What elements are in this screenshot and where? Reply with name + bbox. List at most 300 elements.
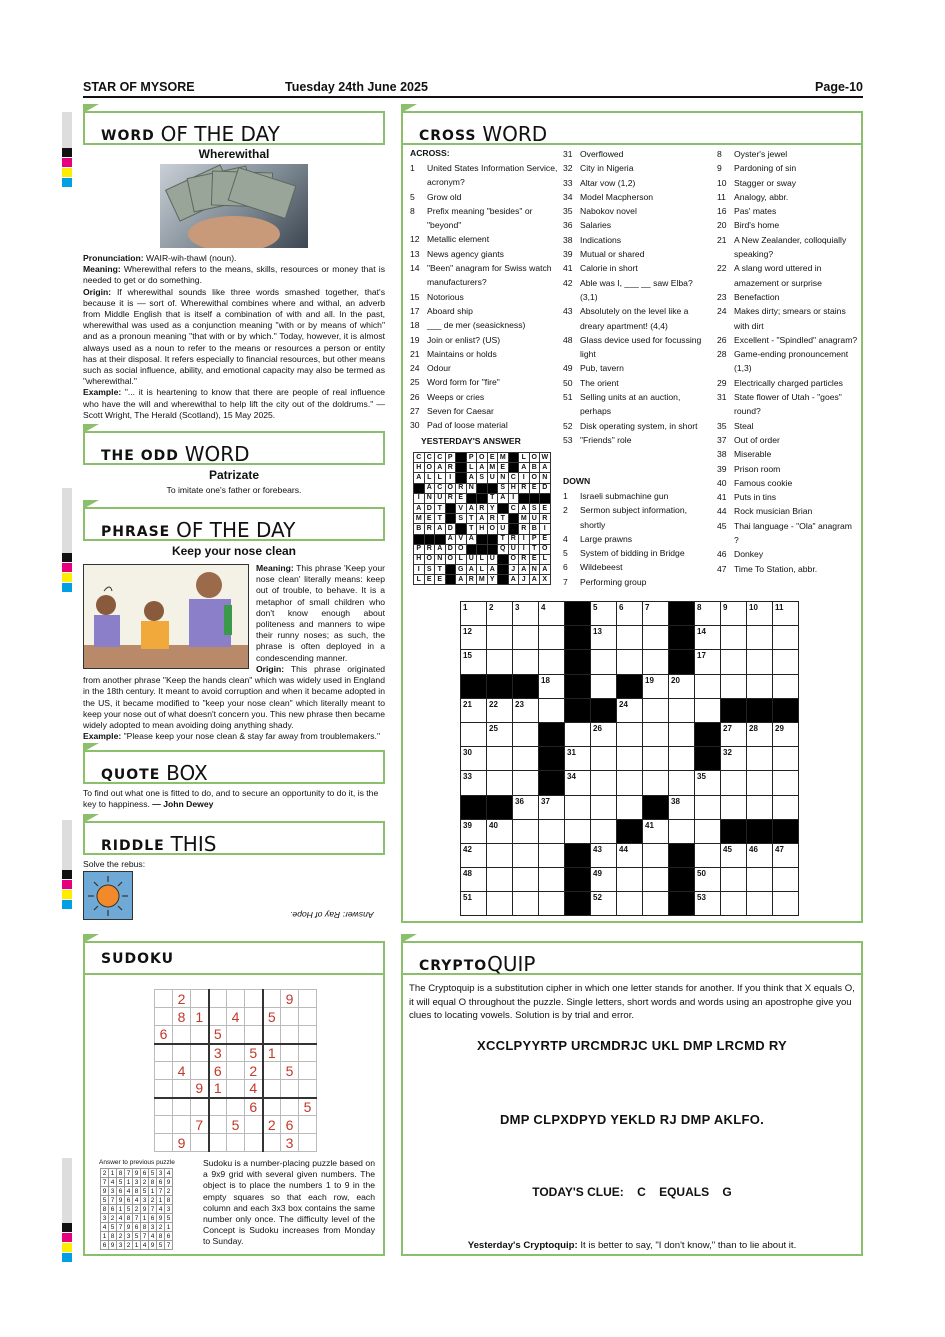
prev-sudoku-cell: 6 xyxy=(125,1196,133,1205)
crossword-cell[interactable] xyxy=(565,892,591,916)
answer-cell xyxy=(498,554,509,564)
answer-cell: A xyxy=(456,575,467,585)
answer-cell: U xyxy=(487,473,498,483)
crossword-cell[interactable]: 6 xyxy=(617,602,643,626)
sudoku-cell[interactable] xyxy=(209,1116,227,1134)
clue-item: 51 Selling units at an auction, perhaps xyxy=(563,392,681,417)
crossword-cell[interactable] xyxy=(773,771,799,795)
crossword-cell[interactable] xyxy=(461,674,487,698)
crossword-cell[interactable] xyxy=(513,747,539,771)
crossword-cell[interactable]: 17 xyxy=(695,650,721,674)
crossword-cell[interactable] xyxy=(747,771,773,795)
crossword-cell[interactable] xyxy=(513,722,539,746)
crossword-cell[interactable] xyxy=(487,674,513,698)
sudoku-cell[interactable]: 3 xyxy=(209,1044,227,1062)
sudoku-cell[interactable] xyxy=(299,1080,317,1098)
crossword-cell[interactable]: 18 xyxy=(539,674,565,698)
crossword-cell[interactable] xyxy=(487,795,513,819)
crossword-cell[interactable] xyxy=(695,674,721,698)
crossword-cell[interactable]: 30 xyxy=(461,747,487,771)
sudoku-cell[interactable] xyxy=(155,1008,173,1026)
prev-sudoku-cell: 5 xyxy=(133,1232,141,1241)
sudoku-cell[interactable]: 9 xyxy=(191,1080,209,1098)
crossword-cell[interactable]: 41 xyxy=(643,819,669,843)
sudoku-cell[interactable] xyxy=(281,1098,299,1116)
crossword-cell[interactable]: 23 xyxy=(513,698,539,722)
sudoku-cell[interactable] xyxy=(155,1116,173,1134)
sudoku-cell[interactable] xyxy=(191,1062,209,1080)
sudoku-cell[interactable] xyxy=(227,1062,245,1080)
crossword-cell[interactable] xyxy=(721,650,747,674)
sudoku-cell[interactable] xyxy=(299,1044,317,1062)
crossword-cell[interactable]: 9 xyxy=(721,602,747,626)
crossword-cell[interactable] xyxy=(747,650,773,674)
sudoku-cell[interactable]: 1 xyxy=(209,1080,227,1098)
crossword-cell[interactable] xyxy=(461,795,487,819)
crossword-cell[interactable]: 39 xyxy=(461,819,487,843)
crossword-cell[interactable]: 37 xyxy=(539,795,565,819)
crossword-cell[interactable] xyxy=(539,819,565,843)
crossword-cell[interactable] xyxy=(539,843,565,867)
crossword-cell[interactable] xyxy=(565,650,591,674)
crossword-cell[interactable]: 38 xyxy=(669,795,695,819)
answer-cell: G xyxy=(456,565,467,575)
crossword-cell[interactable] xyxy=(721,674,747,698)
sudoku-cell[interactable]: 5 xyxy=(263,1008,281,1026)
sudoku-cell[interactable] xyxy=(155,1098,173,1116)
sudoku-cell[interactable] xyxy=(173,1098,191,1116)
crossword-cell[interactable] xyxy=(617,795,643,819)
crossword-cell[interactable] xyxy=(695,819,721,843)
sudoku-cell[interactable] xyxy=(227,1044,245,1062)
answer-cell: L xyxy=(519,453,530,463)
crossword-cell[interactable] xyxy=(539,650,565,674)
sudoku-cell[interactable] xyxy=(263,1098,281,1116)
sudoku-cell[interactable]: 4 xyxy=(173,1062,191,1080)
answer-cell: D xyxy=(540,483,551,493)
crossword-cell[interactable]: 22 xyxy=(487,698,513,722)
crossword-cell[interactable] xyxy=(487,626,513,650)
crossword-cell[interactable] xyxy=(565,843,591,867)
masthead xyxy=(83,78,863,98)
crossword-cell[interactable] xyxy=(747,819,773,843)
crossword-cell[interactable] xyxy=(643,795,669,819)
crossword-cell[interactable] xyxy=(617,771,643,795)
crossword-cell[interactable] xyxy=(721,771,747,795)
answer-cell: A xyxy=(487,565,498,575)
sudoku-cell[interactable] xyxy=(245,1116,263,1134)
crossword-cell[interactable] xyxy=(565,674,591,698)
crossword-cell[interactable] xyxy=(591,819,617,843)
crossword-cell[interactable] xyxy=(513,626,539,650)
crossword-cell[interactable] xyxy=(617,747,643,771)
crossword-cell[interactable] xyxy=(669,602,695,626)
crossword-cell[interactable] xyxy=(591,795,617,819)
sudoku-cell[interactable] xyxy=(155,990,173,1008)
sudoku-cell[interactable]: 7 xyxy=(191,1116,209,1134)
crossword-cell[interactable]: 35 xyxy=(695,771,721,795)
crossword-cell[interactable]: 13 xyxy=(591,626,617,650)
crossword-cell[interactable]: 1 xyxy=(461,602,487,626)
clue-item: 22 A slang word uttered in amazement or surprise xyxy=(717,263,822,288)
crossword-cell[interactable] xyxy=(773,698,799,722)
crossword-cell[interactable] xyxy=(643,868,669,892)
crossword-cell[interactable] xyxy=(617,892,643,916)
sudoku-cell[interactable] xyxy=(155,1044,173,1062)
sudoku-cell[interactable] xyxy=(245,1026,263,1044)
crossword-cell[interactable] xyxy=(565,819,591,843)
sudoku-cell[interactable] xyxy=(263,1134,281,1152)
sudoku-cell[interactable] xyxy=(245,1008,263,1026)
crossword-cell[interactable] xyxy=(695,843,721,867)
crossword-cell[interactable] xyxy=(513,650,539,674)
sudoku-cell[interactable] xyxy=(209,1008,227,1026)
crossword-cell[interactable] xyxy=(747,747,773,771)
crossword-cell[interactable] xyxy=(773,892,799,916)
crossword-cell[interactable]: 5 xyxy=(591,602,617,626)
sudoku-cell[interactable] xyxy=(191,990,209,1008)
prev-sudoku-cell: 6 xyxy=(101,1241,109,1250)
crossword-cell[interactable] xyxy=(669,892,695,916)
crossword-cell[interactable] xyxy=(643,843,669,867)
sudoku-cell[interactable] xyxy=(209,990,227,1008)
sudoku-cell[interactable]: 9 xyxy=(281,990,299,1008)
crossword-cell[interactable] xyxy=(773,674,799,698)
crossword-cell[interactable] xyxy=(747,674,773,698)
answer-cell: T xyxy=(466,514,477,524)
sudoku-cell[interactable]: 9 xyxy=(173,1134,191,1152)
crossword-cell[interactable]: 14 xyxy=(695,626,721,650)
sudoku-cell[interactable] xyxy=(281,1080,299,1098)
sudoku-cell[interactable]: 3 xyxy=(281,1134,299,1152)
crossword-cell[interactable] xyxy=(747,892,773,916)
sudoku-cell[interactable]: 5 xyxy=(281,1062,299,1080)
sudoku-cell[interactable] xyxy=(173,1080,191,1098)
crossword-cell[interactable] xyxy=(565,626,591,650)
sudoku-cell[interactable] xyxy=(173,1044,191,1062)
clue-item: 24 Makes dirty; smears or stains with dirt xyxy=(717,306,846,331)
riddle-answer: Answer: Ray of Hope. xyxy=(290,910,374,920)
crossword-cell[interactable]: 21 xyxy=(461,698,487,722)
crossword-cell[interactable] xyxy=(773,747,799,771)
word-of-day-header: WORD OF THE DAY xyxy=(83,111,385,145)
sudoku-cell[interactable] xyxy=(281,1044,299,1062)
crossword-cell[interactable] xyxy=(773,795,799,819)
sudoku-cell[interactable]: 2 xyxy=(173,990,191,1008)
answer-cell: L xyxy=(477,554,488,564)
crossword-cell[interactable] xyxy=(565,868,591,892)
crossword-cell[interactable] xyxy=(669,722,695,746)
sudoku-cell[interactable]: 4 xyxy=(245,1080,263,1098)
prev-sudoku-cell: 2 xyxy=(165,1187,173,1196)
crossword-cell[interactable] xyxy=(487,843,513,867)
sudoku-cell[interactable]: 1 xyxy=(263,1044,281,1062)
sudoku-cell[interactable] xyxy=(263,990,281,1008)
crossword-cell[interactable]: 19 xyxy=(643,674,669,698)
crossword-cell[interactable]: 45 xyxy=(721,843,747,867)
crossword-cell[interactable] xyxy=(643,626,669,650)
crossword-cell[interactable] xyxy=(695,795,721,819)
crossword-cell[interactable] xyxy=(721,868,747,892)
prev-sudoku-cell: 9 xyxy=(157,1214,165,1223)
crossword-cell[interactable] xyxy=(513,771,539,795)
crossword-cell[interactable] xyxy=(539,868,565,892)
sudoku-cell[interactable]: 4 xyxy=(227,1008,245,1026)
crossword-cell[interactable] xyxy=(591,698,617,722)
clue-item: 15 Notorious xyxy=(410,291,464,302)
answer-cell xyxy=(508,463,519,473)
crossword-cell[interactable] xyxy=(695,747,721,771)
crossword-cell[interactable] xyxy=(773,650,799,674)
crossword-cell[interactable] xyxy=(747,626,773,650)
sudoku-cell[interactable] xyxy=(191,1098,209,1116)
crossword-cell[interactable] xyxy=(513,892,539,916)
sudoku-cell[interactable] xyxy=(227,1026,245,1044)
answer-cell: C xyxy=(508,503,519,513)
crossword-cell[interactable] xyxy=(513,674,539,698)
clue-item: 14 "Been" anagram for Swiss watch manufacturers? xyxy=(410,263,552,288)
crossword-cell[interactable] xyxy=(721,626,747,650)
crossword-cell[interactable]: 44 xyxy=(617,843,643,867)
sudoku-cell[interactable]: 2 xyxy=(245,1062,263,1080)
crossword-cell[interactable]: 43 xyxy=(591,843,617,867)
crossword-cell[interactable]: 31 xyxy=(565,747,591,771)
crossword-cell[interactable]: 10 xyxy=(747,602,773,626)
sudoku-cell[interactable] xyxy=(263,1026,281,1044)
crossword-cell[interactable]: 4 xyxy=(539,602,565,626)
sudoku-cell[interactable] xyxy=(155,1080,173,1098)
crossword-cell[interactable]: 32 xyxy=(721,747,747,771)
crossword-cell[interactable] xyxy=(721,892,747,916)
crossword-cell[interactable]: 33 xyxy=(461,771,487,795)
prev-sudoku-cell: 1 xyxy=(101,1232,109,1241)
prev-sudoku-cell: 5 xyxy=(101,1196,109,1205)
crossword-cell[interactable] xyxy=(487,747,513,771)
crossword-cell[interactable] xyxy=(513,868,539,892)
crossword-cell[interactable]: 26 xyxy=(591,722,617,746)
crossword-cell[interactable] xyxy=(773,626,799,650)
crossword-cell[interactable] xyxy=(539,892,565,916)
sudoku-cell[interactable] xyxy=(227,1098,245,1116)
crossword-cell[interactable] xyxy=(773,868,799,892)
crossword-cell[interactable]: 7 xyxy=(643,602,669,626)
sudoku-cell[interactable] xyxy=(299,1008,317,1026)
cipher-line-2: DMP CLPXDPYD YEKLD RJ DMP AKLFO. xyxy=(499,1112,765,1127)
sudoku-cell[interactable] xyxy=(299,1116,317,1134)
crossword-cell[interactable] xyxy=(487,771,513,795)
crossword-cell[interactable] xyxy=(539,698,565,722)
crossword-cell[interactable] xyxy=(747,868,773,892)
crossword-cell[interactable] xyxy=(773,819,799,843)
sudoku-cell[interactable] xyxy=(209,1098,227,1116)
crossword-cell[interactable] xyxy=(617,819,643,843)
crossword-cell[interactable]: 42 xyxy=(461,843,487,867)
sudoku-cell[interactable]: 6 xyxy=(209,1062,227,1080)
crossword-cell[interactable] xyxy=(617,868,643,892)
crossword-cell[interactable] xyxy=(669,819,695,843)
answer-cell xyxy=(508,524,519,534)
crossword-cell[interactable] xyxy=(669,626,695,650)
crossword-cell[interactable] xyxy=(565,698,591,722)
sudoku-cell[interactable] xyxy=(227,1134,245,1152)
crossword-cell[interactable] xyxy=(669,868,695,892)
crossword-cell[interactable] xyxy=(539,747,565,771)
crossword-cell[interactable] xyxy=(539,722,565,746)
crossword-cell[interactable]: 29 xyxy=(773,722,799,746)
crossword-cell[interactable] xyxy=(539,626,565,650)
sudoku-cell[interactable] xyxy=(299,1026,317,1044)
crossword-cell[interactable] xyxy=(721,795,747,819)
crossword-cell[interactable] xyxy=(617,626,643,650)
crossword-cell[interactable]: 2 xyxy=(487,602,513,626)
crossword-cell[interactable]: 50 xyxy=(695,868,721,892)
clue-item: 1 Israeli submachine gun xyxy=(563,491,669,501)
crossword-cell[interactable]: 27 xyxy=(721,722,747,746)
sudoku-cell[interactable]: 6 xyxy=(155,1026,173,1044)
sudoku-cell[interactable] xyxy=(299,990,317,1008)
crossword-cell[interactable] xyxy=(669,843,695,867)
prev-sudoku-cell: 9 xyxy=(149,1241,157,1250)
sudoku-cell[interactable]: 1 xyxy=(191,1008,209,1026)
crossword-cell[interactable]: 25 xyxy=(487,722,513,746)
crossword-cell[interactable] xyxy=(617,674,643,698)
prev-sudoku-cell: 5 xyxy=(125,1205,133,1214)
crossword-cell[interactable]: 24 xyxy=(617,698,643,722)
crossword-cell[interactable] xyxy=(643,650,669,674)
sudoku-cell[interactable] xyxy=(263,1062,281,1080)
sudoku-cell[interactable] xyxy=(299,1134,317,1152)
sudoku-cell[interactable] xyxy=(245,1134,263,1152)
sudoku-cell[interactable] xyxy=(191,1044,209,1062)
sudoku-cell[interactable]: 5 xyxy=(245,1044,263,1062)
crossword-cell[interactable] xyxy=(747,795,773,819)
answer-cell: S xyxy=(477,473,488,483)
sudoku-cell[interactable]: 2 xyxy=(263,1116,281,1134)
answer-cell: A xyxy=(466,534,477,544)
prev-sudoku-cell: 7 xyxy=(149,1205,157,1214)
crossword-cell[interactable] xyxy=(747,698,773,722)
crossword-cell[interactable] xyxy=(643,747,669,771)
crossword-cell[interactable]: 53 xyxy=(695,892,721,916)
prev-sudoku-cell: 7 xyxy=(109,1196,117,1205)
sudoku-cell[interactable] xyxy=(155,1134,173,1152)
sudoku-cell[interactable] xyxy=(281,1008,299,1026)
sudoku-cell[interactable] xyxy=(173,1026,191,1044)
sudoku-cell[interactable] xyxy=(281,1026,299,1044)
crossword-cell[interactable] xyxy=(539,771,565,795)
sudoku-cell[interactable] xyxy=(245,990,263,1008)
crossword-cell[interactable] xyxy=(669,698,695,722)
crossword-cell[interactable]: 46 xyxy=(747,843,773,867)
sudoku-cell[interactable] xyxy=(191,1026,209,1044)
crossword-cell[interactable] xyxy=(565,795,591,819)
crossword-cell[interactable]: 36 xyxy=(513,795,539,819)
sudoku-cell[interactable] xyxy=(227,1080,245,1098)
crossword-cell[interactable]: 40 xyxy=(487,819,513,843)
crossword-cell[interactable] xyxy=(669,650,695,674)
crossword-cell[interactable]: 3 xyxy=(513,602,539,626)
sudoku-cell[interactable]: 6 xyxy=(281,1116,299,1134)
crossword-cell[interactable] xyxy=(591,674,617,698)
sudoku-cell[interactable]: 5 xyxy=(227,1116,245,1134)
sudoku-cell[interactable] xyxy=(173,1116,191,1134)
prev-sudoku-cell: 4 xyxy=(141,1241,149,1250)
crossword-cell[interactable]: 28 xyxy=(747,722,773,746)
crossword-cell[interactable] xyxy=(617,722,643,746)
crossword-cell[interactable]: 8 xyxy=(695,602,721,626)
crossword-cell[interactable] xyxy=(565,722,591,746)
prev-sudoku-cell: 7 xyxy=(157,1187,165,1196)
crossword-cell[interactable]: 11 xyxy=(773,602,799,626)
crossword-cell[interactable]: 34 xyxy=(565,771,591,795)
answer-cell: E xyxy=(424,575,435,585)
phrase-example: Example: "Please keep your nose clean & stay far away from troublemakers." xyxy=(83,731,381,741)
crossword-cell[interactable] xyxy=(487,650,513,674)
crossword-cell[interactable] xyxy=(643,892,669,916)
clue-item: 7 Performing group xyxy=(563,576,647,587)
crossword-cell[interactable]: 51 xyxy=(461,892,487,916)
crossword-cell[interactable] xyxy=(669,747,695,771)
answer-cell: O xyxy=(487,524,498,534)
sudoku-cell[interactable] xyxy=(209,1134,227,1152)
prev-sudoku-cell: 7 xyxy=(117,1223,125,1232)
crossword-cell[interactable] xyxy=(695,722,721,746)
crossword-cell[interactable] xyxy=(591,747,617,771)
crossword-cell[interactable]: 48 xyxy=(461,868,487,892)
answer-cell: H xyxy=(477,524,488,534)
answer-cell: L xyxy=(424,473,435,483)
crossword-cell[interactable] xyxy=(461,722,487,746)
crossword-cell[interactable] xyxy=(565,602,591,626)
sudoku-cell[interactable] xyxy=(155,1062,173,1080)
crossword-cell[interactable]: 49 xyxy=(591,868,617,892)
answer-cell: A xyxy=(477,463,488,473)
crossword-cell[interactable] xyxy=(643,771,669,795)
crossword-cell[interactable] xyxy=(695,698,721,722)
crossword-cell[interactable] xyxy=(669,771,695,795)
answer-cell: I xyxy=(508,493,519,503)
clue-item: 44 Rock musician Brian xyxy=(717,506,813,517)
crossword-cell[interactable] xyxy=(591,650,617,674)
answer-cell xyxy=(414,534,425,544)
crossword-cell[interactable]: 47 xyxy=(773,843,799,867)
crossword-cell[interactable]: 20 xyxy=(669,674,695,698)
crossword-cell[interactable] xyxy=(513,843,539,867)
crossword-cell[interactable]: 52 xyxy=(591,892,617,916)
crossword-cell[interactable] xyxy=(591,771,617,795)
sudoku-cell[interactable]: 5 xyxy=(299,1098,317,1116)
crossword-cell[interactable] xyxy=(721,819,747,843)
sudoku-cell[interactable]: 8 xyxy=(173,1008,191,1026)
crossword-cell[interactable] xyxy=(721,698,747,722)
crossword-cell[interactable]: 12 xyxy=(461,626,487,650)
sudoku-cell[interactable] xyxy=(299,1062,317,1080)
sudoku-cell[interactable]: 6 xyxy=(245,1098,263,1116)
sudoku-cell[interactable] xyxy=(227,990,245,1008)
crossword-cell[interactable] xyxy=(617,650,643,674)
sudoku-cell[interactable]: 5 xyxy=(209,1026,227,1044)
crossword-cell[interactable] xyxy=(643,698,669,722)
sudoku-cell[interactable] xyxy=(191,1134,209,1152)
answer-cell: N xyxy=(498,473,509,483)
crossword-cell[interactable] xyxy=(487,892,513,916)
crossword-cell[interactable] xyxy=(513,819,539,843)
sudoku-cell[interactable] xyxy=(263,1080,281,1098)
crossword-cell[interactable] xyxy=(487,868,513,892)
answer-cell xyxy=(477,534,488,544)
crossword-cell[interactable]: 15 xyxy=(461,650,487,674)
crossword-cell[interactable] xyxy=(643,722,669,746)
